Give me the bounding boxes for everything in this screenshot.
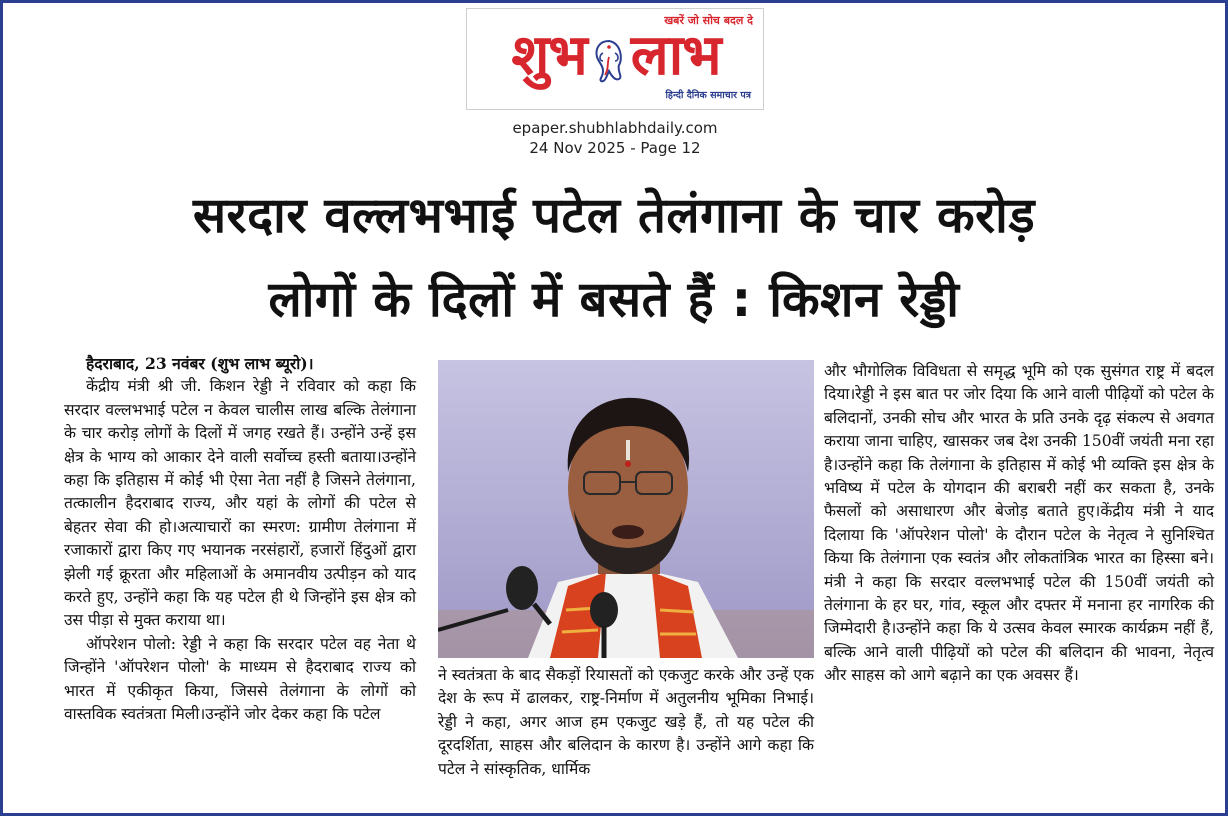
headline-line-2: लोगों के दिलों में बसते हैं : किशन रेड्डी	[268, 271, 960, 328]
article-paragraph: ने स्वतंत्रता के बाद सैकड़ों रियासतों को एकजुट करके और उन्हें एक देश के रूप में ढालकर, राष्ट्र-निर्माण में अतुलनीय भूमिका निभाई।रेड्डी ने कहा, अगर आज हम एकजुट खड़े हैं, तो यह पटेल की दूरदर्शिता, साहस और बलिदान के कारण है। उन्होंने आगे कहा कि पटेल ने सांस्कृतिक, धार्मिक	[438, 666, 814, 778]
masthead-logo[interactable]	[466, 8, 764, 110]
headline-line-1: सरदार वल्लभभाई पटेल तेलंगाना के चार करोड़	[192, 187, 1036, 244]
article-dateline: हैदराबाद, 23 नवंबर (शुभ लाभ ब्यूरो)।	[86, 354, 314, 373]
site-url[interactable]: epaper.shubhlabhdaily.com	[512, 119, 718, 137]
article-column-1	[64, 352, 416, 727]
masthead-subtagline: हिन्दी दैनिक समाचार पत्र	[665, 90, 751, 101]
article-paragraph: केंद्रीय मंत्री श्री जी. किशन रेड्डी ने रविवार को कहा कि सरदार वल्लभभाई पटेल न केवल चालीस लाख बल्कि तेलंगाना के चार करोड़ लोगों के दिलों में जगह रखते हैं। उन्होंने उन्हें इस क्षेत्र के भाग्य को आकार देने वाली सर्वोच्च हस्ती बताया।उन्होंने कहा कि इतिहास में कोई भी ऐसा नेता नहीं है जिसने तेलंगाना, तत्कालीन हैदराबाद राज्य, और यहां के लोगों की पटेल से बेहतर सेवा की हो।अत्याचारों का स्मरण: ग्रामीण तेलंगाना में रजाकारों द्वारा किए गए भयानक नरसंहारों, हजारों हिंदुओं द्वारा झेली गई क्रूरता और महिलाओं के अमानवीय उत्पीड़न को याद करते हुए, उन्होंने कहा कि यह पटेल ही थे जिन्होंने इस क्षेत्र को उस पीड़ा से मुक्त कराया था।	[64, 377, 416, 630]
ganesh-icon	[589, 34, 629, 84]
edition-meta	[466, 118, 764, 158]
article-paragraph: ऑपरेशन पोलो: रेड्डी ने कहा कि सरदार पटेल वह नेता थे जिन्होंने 'ऑपरेशन पोलो' के माध्यम से हैदराबाद राज्य को भारत में एकीकृत किया, जिससे तेलंगाना के लोगों को वास्तविक स्वतंत्रता मिली।उन्होंने जोर देकर कहा कि पटेल	[64, 634, 416, 724]
article-paragraph: और भौगोलिक विविधता से समृद्ध भूमि को एक सुसंगत राष्ट्र में बदल दिया।रेड्डी ने इस बात पर जोर दिया कि आने वाली पीढ़ियों को पटेल के बलिदानों, उनकी सोच और भारत के प्रति उनके दृढ़ संकल्प से अवगत कराया जाना चाहिए, खासकर जब देश उनकी 150वीं जयंती मना रहा है।उन्होंने कहा कि तेलंगाना के इतिहास में कोई भी व्यक्ति इस क्षेत्र के भविष्य में पटेल के योगदान की बराबरी नहीं कर सकता है, उनके फैसलों को असाधारण और बेजोड़ बताते हुए।केंद्रीय मंत्री ने याद दिलाया कि 'ऑपरेशन पोलो' के दौरान पटेल के नेतृत्व ने सुनिश्चित किया कि तेलंगाना एक स्वतंत्र और लोकतांत्रिक भारत का हिस्सा बने। मंत्री ने कहा कि सरदार वल्लभभाई पटेल की 150वीं जयंती को तेलंगाना के हर घर, गांव, स्कूल और दफ्तर में मनाना हर नागरिक की जिम्मेदारी है।उन्होंने कहा कि ये उत्सव केवल स्मारक कार्यक्रम नहीं हैं, बल्कि आने वाली पीढ़ियों को पटेल की बलिदान की भावना, नेतृत्व और साहस को आगे बढ़ाने का एक अवसर हैं।	[824, 362, 1214, 685]
logo-wordmark	[473, 23, 759, 89]
logo-word-shubh: शुभ	[511, 23, 587, 88]
article-headline	[20, 174, 1208, 342]
article-column-3	[824, 360, 1214, 688]
article-photo	[438, 360, 814, 658]
article-column-2	[438, 664, 814, 781]
masthead-tagline: खबरें जो सोच बदल दे	[664, 14, 753, 27]
logo-word-labh: लाभ	[630, 23, 721, 88]
date-page: 24 Nov 2025 - Page 12	[529, 139, 701, 157]
